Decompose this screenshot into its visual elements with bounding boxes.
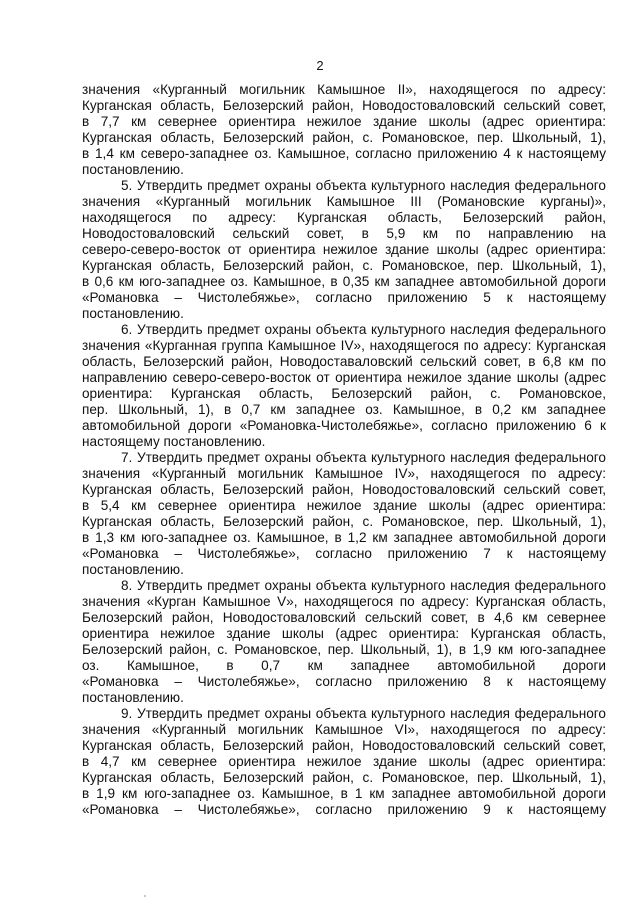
text-line: настоящему постановлению. (82, 434, 266, 449)
text-line: «Романовка – Чистолебяжье», согласно приложению 8 к настоящему (82, 674, 606, 689)
text-line: Новодостоваловский сельский совет, в 5,9 км по направлению на (82, 226, 606, 241)
text-line: Белозерский район, с. Романовское, пер. Школьный, 1), в 1,9 км юго-западнее (82, 642, 606, 657)
paragraph-first-line: 7. Утвердить предмет охраны объекта культурного наследия федерального (121, 450, 606, 465)
text-line: автомобильной дороги «Романовка-Чистолебяжье», согласно приложению 6 к (82, 418, 606, 433)
text-line: «Романовка – Чистолебяжье», согласно приложению 7 к настоящему (82, 546, 606, 561)
paragraph-first-line: 5. Утвердить предмет охраны объекта культурного наследия федерального (121, 178, 606, 193)
text-line: в 4,7 км севернее ориентира нежилое здание школы (адрес ориентира: (82, 754, 606, 769)
text-line: постановлению. (82, 690, 184, 705)
text-line: в 1,4 км северо-западнее оз. Камышное, согласно приложению 4 к настоящему (82, 146, 606, 161)
text-line: пер. Школьный, 1), в 0,7 км западнее оз. Камышное, в 0,2 км западнее (82, 402, 606, 417)
text-line: значения «Курган Камышное V», находящегося по адресу: Курганская область, (82, 594, 606, 609)
text-line: значения «Курганный могильник Камышное IV», находящегося по адресу: (82, 466, 606, 481)
scan-speck (144, 895, 146, 897)
text-line: в 1,9 км юго-западнее оз. Камышное, в 1 км западнее автомобильной дороги (82, 786, 606, 801)
text-line: Курганская область, Белозерский район, с. Романовское, пер. Школьный, 1), (82, 770, 606, 785)
text-line: оз. Камышное, в 0,7 км западнее автомобильной дороги (82, 658, 606, 673)
text-line: постановлению. (82, 162, 184, 177)
text-line: Курганская область, Белозерский район, Новодостоваловский сельский совет, (82, 482, 606, 497)
text-line: в 0,6 км юго-западнее оз. Камышное, в 0,35 км западнее автомобильной дороги (82, 274, 606, 289)
text-line: ориентира: Курганская область, Белозерский район, с. Романовское, (82, 386, 606, 401)
text-line: значения «Курганный могильник Камышное III (Романовские курганы)», (82, 194, 606, 209)
text-line: область, Белозерский район, Новодоставаловский сельский совет, в 6,8 км по (82, 354, 606, 369)
text-line: находящегося по адресу: Курганская область, Белозерский район, (82, 210, 606, 225)
text-line: Курганская область, Белозерский район, с. Романовское, пер. Школьный, 1), (82, 258, 606, 273)
text-line: «Романовка – Чистолебяжье», согласно приложению 5 к настоящему (82, 290, 606, 305)
text-line: ориентира нежилое здание школы (адрес ориентира: Курганская область, (82, 626, 606, 641)
text-line: значения «Курганная группа Камышное IV», находящегося по адресу: Курганская (82, 338, 606, 353)
text-line: Курганская область, Белозерский район, с. Романовское, пер. Школьный, 1), (82, 514, 606, 529)
paragraph-first-line: 8. Утвердить предмет охраны объекта культурного наследия федерального (121, 578, 606, 593)
text-line: постановлению. (82, 562, 184, 577)
page-number: 2 (316, 58, 324, 73)
text-line: значения «Курганный могильник Камышное II», находящегося по адресу: (82, 82, 606, 97)
text-line: Курганская область, Белозерский район, Новодостоваловский сельский совет, (82, 738, 606, 753)
paragraph-first-line: 6. Утвердить предмет охраны объекта культурного наследия федерального (121, 322, 606, 337)
text-line: Белозерский район, Новодостоваловский сельский совет, в 4,6 км севернее (82, 610, 606, 625)
text-line: значения «Курганный могильник Камышное VI», находящегося по адресу: (82, 722, 606, 737)
text-line: постановлению. (82, 306, 184, 321)
text-line: северо-северо-восток от ориентира нежилое здание школы (адрес ориентира: (82, 242, 606, 257)
text-line: направлению северо-северо-восток от ориентира нежилое здание школы (адрес (82, 370, 606, 385)
text-line: в 1,3 км юго-западнее оз. Камышное, в 1,2 км западнее автомобильной дороги (82, 530, 606, 545)
text-line: Курганская область, Белозерский район, Новодостоваловский сельский совет, (82, 98, 606, 113)
paragraph-first-line: 9. Утвердить предмет охраны объекта культурного наследия федерального (121, 706, 606, 721)
text-line: Курганская область, Белозерский район, с. Романовское, пер. Школьный, 1), (82, 130, 606, 145)
text-line: в 5,4 км севернее ориентира нежилое здание школы (адрес ориентира: (82, 498, 606, 513)
text-line: «Романовка – Чистолебяжье», согласно приложению 9 к настоящему (82, 802, 606, 817)
text-line: в 7,7 км севернее ориентира нежилое здание школы (адрес ориентира: (82, 114, 606, 129)
